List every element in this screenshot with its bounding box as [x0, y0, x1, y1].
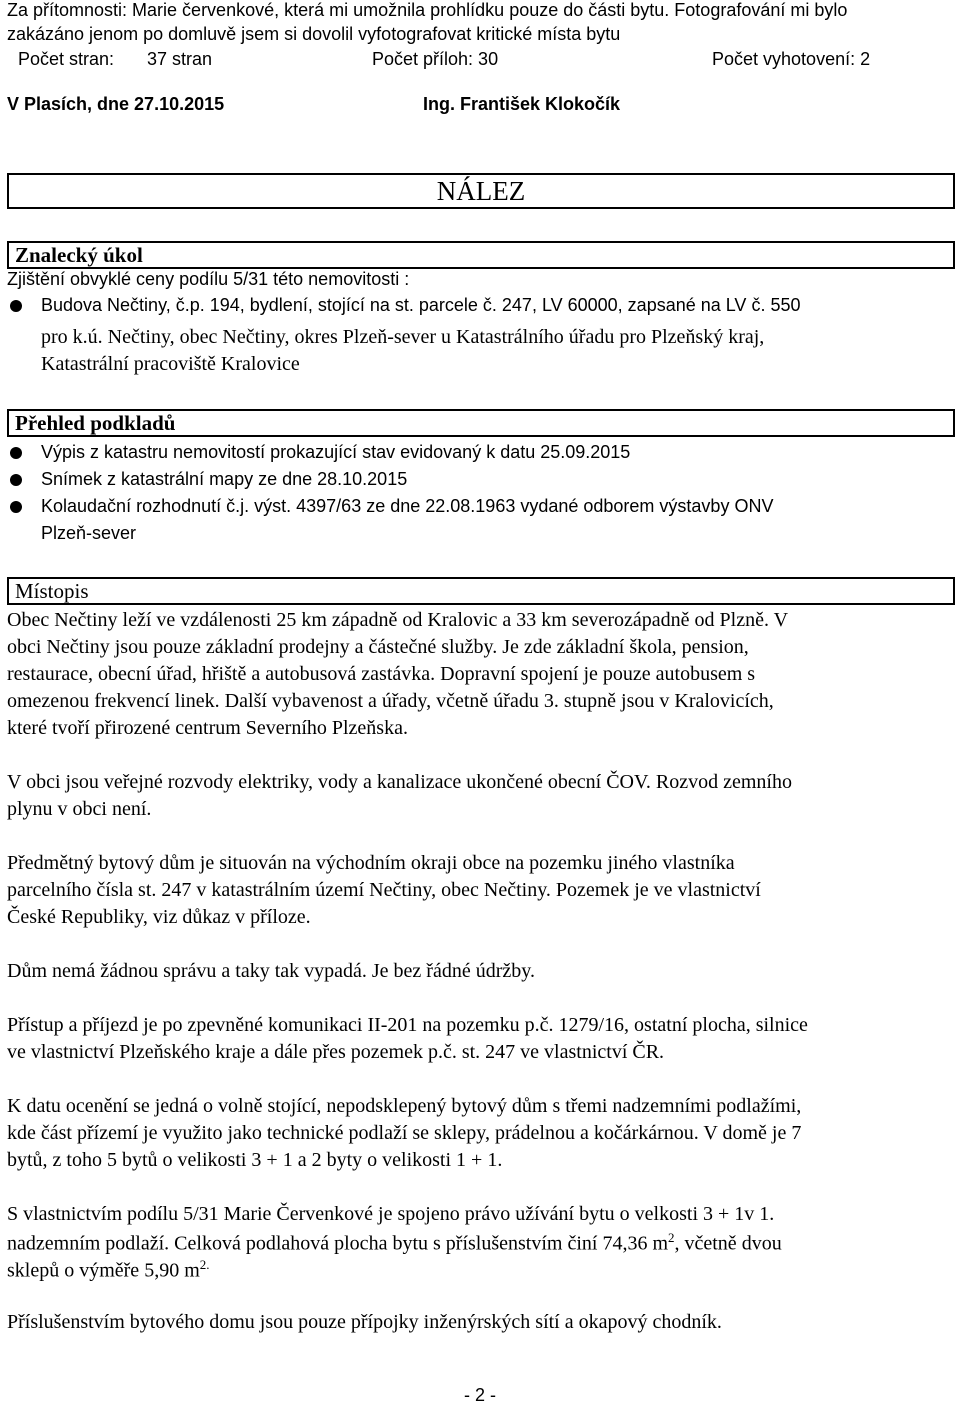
task-heading-box — [7, 241, 955, 269]
location-p7-line-2-end: , včetně dvou — [674, 1232, 782, 1255]
source-item-2: Snímek z katastrální mapy ze dne 28.10.2015 — [41, 469, 408, 489]
location-p7-line-2 — [7, 1230, 782, 1256]
source-item-3: Kolaudační rozhodnutí č.j. výst. 4397/63 ze dne 22.08.1963 vydané odborem výstavby ONV — [41, 496, 774, 516]
location-p4: Dům nemá žádnou správu a taky tak vypadá. Je bez řádné údržby. — [7, 960, 535, 982]
location-p1-line-3: restaurace, obecní úřad, hřiště a autobusová zastávka. Dopravní spojení je pouze autobusem s — [7, 663, 756, 685]
expert-name: Ing. František Klokočík — [423, 94, 621, 114]
location-p5-line-2: ve vlastnictví Plzeňského kraje a dále přes pozemek p.č. st. 247 ve vlastnictví ČR. — [7, 1041, 665, 1063]
pages-label: Počet stran: — [18, 49, 115, 69]
place-date: V Plasích, dne 27.10.2015 — [7, 94, 225, 114]
bullet-icon — [10, 501, 22, 513]
bullet-icon — [10, 474, 22, 486]
location-p7-line-3 — [7, 1257, 210, 1283]
location-p3-line-2: parcelního čísla st. 247 v katastrálním území Nečtiny, obec Nečtiny. Pozemek je ve vlastnictví — [7, 879, 761, 901]
bullet-icon — [10, 447, 22, 459]
location-p1-line-2: obci Nečtiny jsou pouze základní prodejny a částečné služby. Je zde základní škola, pension, — [7, 636, 749, 658]
location-p2-line-1: V obci jsou veřejné rozvody elektriky, vody a kanalizace ukončené obecní ČOV. Rozvod zemního — [7, 771, 792, 793]
location-p8: Příslušenstvím bytového domu jsou pouze přípojky inženýrských sítí a okapový chodník. — [7, 1311, 722, 1333]
presence-note-line-1: Za přítomnosti: Marie červenkové, která mi umožnila prohlídku pouze do části bytu. Fotografování mi bylo — [7, 0, 848, 20]
attachments-count: Počet příloh: 30 — [372, 49, 499, 69]
bullet-icon — [10, 300, 22, 312]
location-heading: Místopis — [15, 579, 89, 603]
location-p5-line-1: Přístup a příjezd je po zpevněné komunikaci II-201 na pozemku p.č. 1279/16, ostatní plocha, silnice — [7, 1014, 808, 1036]
title-box — [7, 173, 955, 209]
location-p6-line-2: kde část přízemí je využito jako technické podlaží se sklepy, prádelnou a kočárkárnou. V domě je 7 — [7, 1122, 802, 1144]
location-p1-line-4: omezenou frekvencí linek. Další vybavenost a úřady, včetně úřadu 3. stupně jsou v Kralovicích, — [7, 690, 774, 712]
source-item-1: Výpis z katastru nemovitostí prokazující stav evidovaný k datu 25.09.2015 — [41, 442, 631, 462]
document-title: NÁLEZ — [436, 176, 526, 206]
location-p6-line-3: bytů, z toho 5 bytů o velikosti 3 + 1 a 2 byty o velikosti 1 + 1. — [7, 1149, 503, 1171]
sources-heading-box — [7, 409, 955, 437]
location-p7-line-3-text: sklepů o výměře 5,90 m — [7, 1259, 200, 1282]
copies-count: Počet vyhotovení: 2 — [712, 49, 871, 69]
source-item-3-cont: Plzeň-sever — [41, 523, 137, 543]
location-p1-line-5: které tvoří přirozené centrum Severního Plzeňska. — [7, 717, 408, 739]
location-p7-line-1: S vlastnictvím podílu 5/31 Marie Červenkové je spojeno právo užívání bytu o velkosti 3 + 1v 1. — [7, 1203, 775, 1225]
location-p3-line-1: Předmětný bytový dům je situován na východním okraji obce na pozemku jiného vlastníka — [7, 852, 735, 874]
task-item-line-1: Budova Nečtiny, č.p. 194, bydlení, stojící na st. parcele č. 247, LV 60000, zapsané na LV č. 550 — [41, 295, 801, 315]
task-item-line-2: pro k.ú. Nečtiny, obec Nečtiny, okres Plzeň-sever u Katastrálního úřadu pro Plzeňský kraj, — [41, 326, 765, 348]
squared-superscript: 2. — [199, 1257, 210, 1272]
location-p2-line-2: plynu v obci není. — [7, 798, 152, 820]
task-heading: Znalecký úkol — [15, 243, 143, 267]
location-p1-line-1: Obec Nečtiny leží ve vzdálenosti 25 km západně od Kralovic a 33 km severozápadně od Plzně. V — [7, 609, 789, 631]
squared-superscript: 2 — [668, 1230, 675, 1245]
location-heading-box — [7, 577, 955, 605]
location-p3-line-3: České Republiky, viz důkaz v příloze. — [7, 906, 311, 928]
location-p6-line-1: K datu ocenění se jedná o volně stojící, nepodsklepený bytový dům s třemi nadzemními podlažími, — [7, 1095, 802, 1117]
page-number: - 2 - — [463, 1385, 496, 1405]
task-intro: Zjištění obvyklé ceny podílu 5/31 této nemovitosti : — [7, 269, 410, 289]
presence-note-line-2: zakázáno jenom po domluvě jsem si dovolil vyfotografovat kritické místa bytu — [7, 24, 621, 44]
pages-value: 37 stran — [147, 49, 213, 69]
task-item-line-3: Katastrální pracoviště Kralovice — [41, 353, 300, 375]
location-p7-line-2-text: nadzemním podlaží. Celková podlahová plocha bytu s příslušenstvím činí 74,36 m — [7, 1232, 668, 1255]
sources-heading: Přehled podkladů — [15, 411, 176, 435]
